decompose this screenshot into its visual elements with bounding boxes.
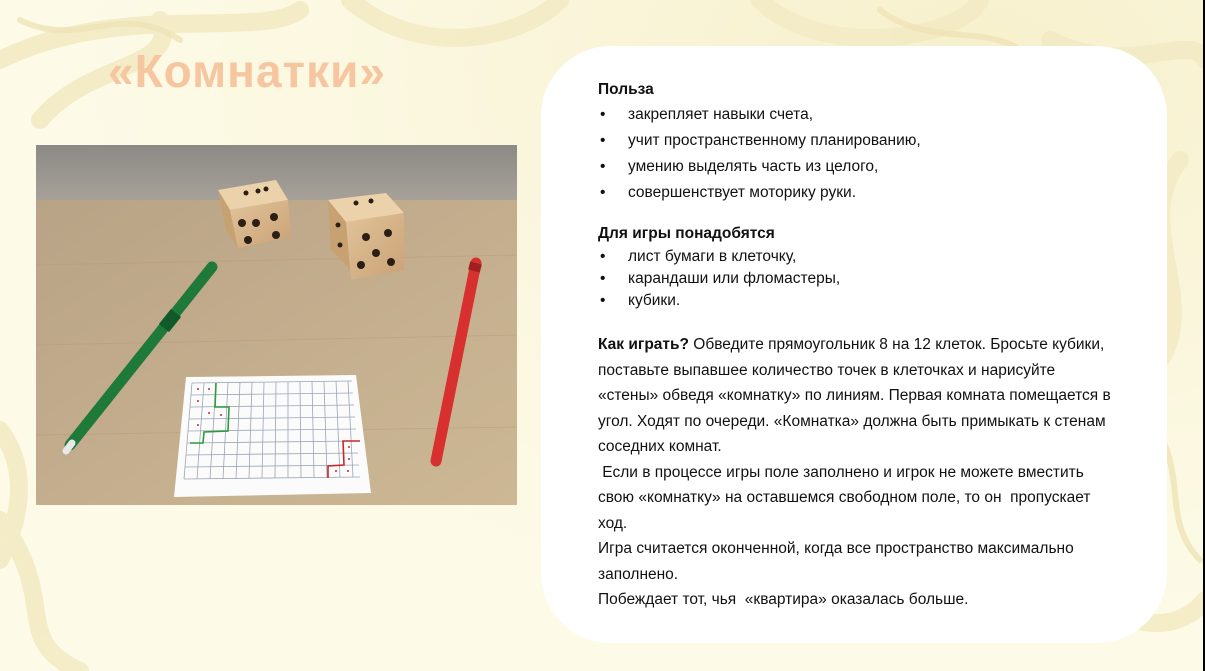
text-content [598,78,1158,613]
list-item: • лист бумаги в клеточку, [598,246,1158,268]
rules-line: Если в процессе игры поле заполнено и игрок не можете вместить [598,463,1084,481]
rules-line: поставьте выпавшее количество точек в клеточках и нарисуйте [598,361,1056,379]
list-item: • совершенствует моторику руки. [598,180,1158,206]
rules-line: ход. [598,514,628,532]
rules-line: свою «комнатку» на оставшемся свободном поле, то он пропускает [598,489,1091,506]
rules-line: угол. Ходят по очереди. «Комнатка» должна быть примыкать к стенам [598,412,1106,430]
list-item: • кубики. [598,290,1158,312]
materials-list [598,246,1158,312]
rules-line: соседних комнат. [598,438,722,455]
rules-line: Обведите прямоугольник 8 на 12 клеток. Бросьте кубики, [689,336,1105,353]
list-item: • умению выделять часть из целого, [598,154,1158,180]
rules-heading: Как играть? [598,336,689,353]
list-item: • учит пространственному планированию, [598,128,1158,154]
rules-line: Побеждает тот, чья «квартира» оказалась больше. [598,591,969,608]
rules-line: «стены» обведя «комнатку» по линиям. Первая комната помещается в [598,387,1111,404]
list-item: • карандаши или фломастеры, [598,268,1158,290]
dice-and-markers-photo [36,145,517,505]
materials-heading: Для игры понадобятся [598,225,775,242]
list-item: • закрепляет навыки счета, [598,102,1158,128]
benefits-heading: Польза [598,81,654,98]
benefits-list [598,102,1158,206]
rules-text [598,332,1158,613]
rules-line: Игра считается оконченной, когда все пространство максимально [598,540,1074,557]
rules-line: заполнено. [598,565,679,583]
slide-title: «Комнатки» [108,45,386,97]
